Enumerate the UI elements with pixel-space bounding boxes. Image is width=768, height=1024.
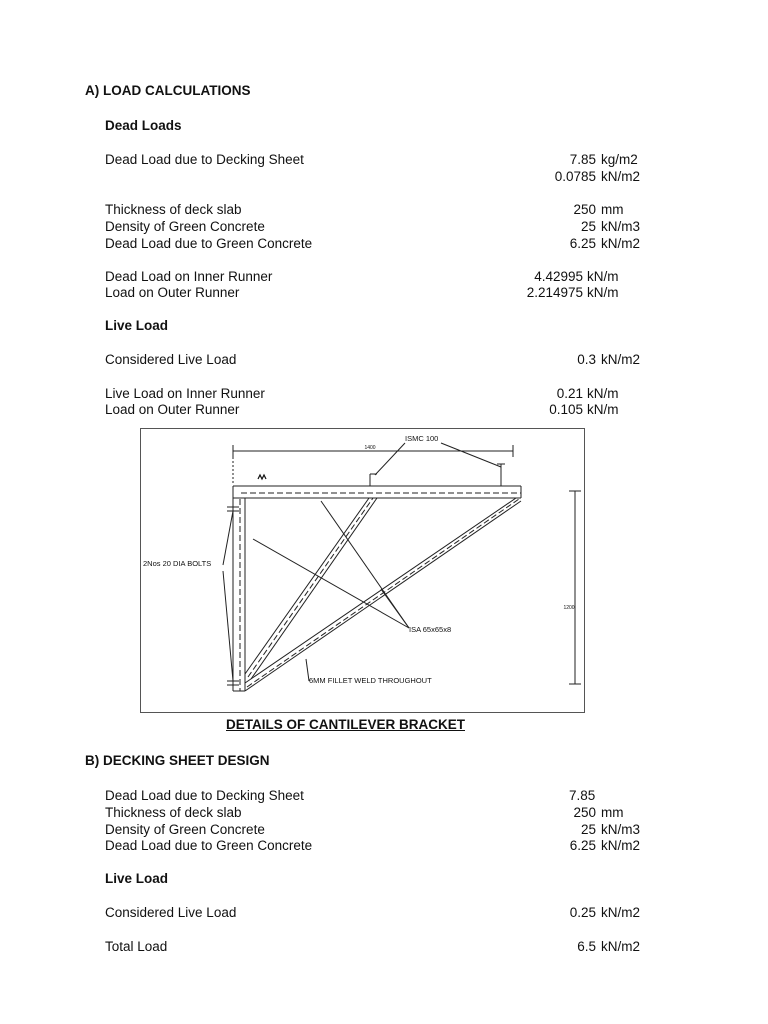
live-load-heading: Live Load	[105, 318, 169, 333]
row-label: Density of Green Concrete	[105, 219, 265, 234]
main-diagonal-edge	[245, 501, 521, 691]
row-value: 0.0785	[554, 169, 596, 184]
row-value: 0.3	[577, 352, 596, 367]
label-angle: ISA 65x65x8	[409, 625, 452, 634]
leader-channel	[375, 443, 405, 475]
row-value: 6.25	[569, 838, 596, 853]
row-value: 25	[580, 822, 596, 837]
row-value: 0.21	[556, 386, 583, 401]
row-value: 6.25	[569, 236, 596, 251]
row-unit: mm	[601, 805, 624, 820]
row-label: Load on Outer Runner	[105, 285, 240, 300]
row-unit: kN/m	[587, 269, 619, 284]
leader-bolts	[223, 511, 233, 565]
height-dimension-text: 1200	[563, 605, 575, 611]
row-value: 0.105	[549, 402, 583, 417]
label-ismc: ISMC 100	[405, 434, 439, 443]
row-label: Dead Load due to Decking Sheet	[105, 152, 304, 167]
label-bolts: 2Nos 20 DIA BOLTS	[143, 559, 212, 568]
row-unit: kN/m	[587, 285, 619, 300]
channel-right	[497, 464, 505, 486]
row-unit: kN/m2	[601, 905, 641, 920]
row-unit: kN/m	[587, 386, 619, 401]
row-label: Dead Load on Inner Runner	[105, 269, 273, 284]
cantilever-bracket-drawing	[140, 428, 585, 713]
row-label: Dead Load due to Green Concrete	[105, 838, 313, 853]
dead-loads-heading: Dead Loads	[105, 118, 182, 133]
section-b-title: B) DECKING SHEET DESIGN	[85, 753, 270, 768]
inner-diagonal-edge	[251, 498, 377, 679]
row-label: Dead Load due to Decking Sheet	[105, 788, 304, 803]
row-unit: kg/m2	[601, 152, 638, 167]
figure-caption: DETAILS OF CANTILEVER BRACKET	[226, 717, 465, 732]
row-value: 4.42995	[534, 269, 583, 284]
live-load-heading-b: Live Load	[105, 871, 169, 886]
main-diagonal-edge	[245, 498, 516, 683]
row-value: 7.85	[569, 788, 596, 803]
main-diagonal-dashed	[247, 499, 519, 687]
row-value: 25	[580, 219, 596, 234]
row-label: Live Load on Inner Runner	[105, 386, 265, 401]
section-a-title: A) LOAD CALCULATIONS	[85, 83, 251, 98]
row-value: 6.5	[577, 939, 596, 954]
leader-bolts	[223, 571, 233, 681]
row-unit: kN/m2	[601, 352, 641, 367]
row-label: Load on Outer Runner	[105, 402, 240, 417]
row-value: 0.25	[569, 905, 596, 920]
row-unit: kN/m2	[601, 236, 641, 251]
row-unit: kN/m2	[601, 838, 641, 853]
row-value: 2.214975	[526, 285, 583, 300]
width-dimension-text: 1400	[364, 445, 376, 451]
row-unit: kN/m2	[601, 939, 641, 954]
row-label: Considered Live Load	[105, 352, 237, 367]
leader-channel	[441, 443, 501, 467]
row-label: Dead Load due to Green Concrete	[105, 236, 313, 251]
row-unit: mm	[601, 202, 624, 217]
row-value: 7.85	[569, 152, 596, 167]
row-unit: kN/m3	[601, 822, 641, 837]
inner-diagonal-dashed	[248, 498, 373, 677]
leader-angle	[381, 589, 409, 628]
row-unit: kN/m	[587, 402, 619, 417]
row-label: Density of Green Concrete	[105, 822, 265, 837]
bracket-svg	[141, 429, 586, 714]
label-weld: 6MM FILLET WELD THROUGHOUT	[309, 676, 432, 685]
row-label: Thickness of deck slab	[105, 202, 242, 217]
weld-symbol-icon	[258, 475, 266, 479]
row-label: Considered Live Load	[105, 905, 237, 920]
inner-diagonal-edge	[245, 498, 369, 674]
channel-left	[370, 474, 377, 486]
row-label: Thickness of deck slab	[105, 805, 242, 820]
row-unit: kN/m3	[601, 219, 641, 234]
row-value: 250	[573, 202, 596, 217]
row-unit: kN/m2	[601, 169, 641, 184]
row-value: 250	[573, 805, 596, 820]
row-label: Total Load	[105, 939, 168, 954]
